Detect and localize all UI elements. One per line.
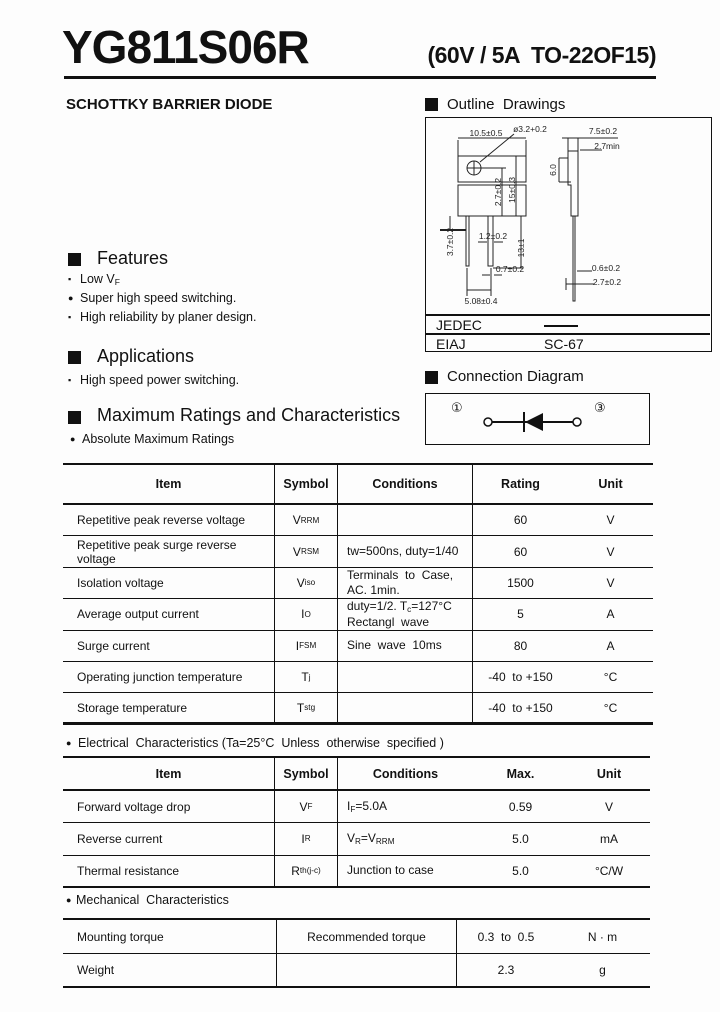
table-cell-unit: A bbox=[568, 599, 653, 630]
table-cell-conditions bbox=[277, 954, 457, 988]
features-section-title: Features bbox=[97, 248, 169, 268]
table-cell-value: 2.3 bbox=[457, 954, 555, 988]
jedec-dash bbox=[544, 325, 578, 327]
dim-label: ø3.2+0.2 bbox=[513, 124, 547, 134]
table-cell-item: Weight bbox=[63, 954, 277, 988]
dim-label: 2.7±0.2 bbox=[493, 177, 503, 207]
table-cell-max: 0.59 bbox=[473, 791, 568, 823]
col-header-unit: Unit bbox=[568, 465, 653, 505]
page-title: YG811S06R bbox=[62, 21, 309, 73]
table-cell-unit: °C/W bbox=[568, 856, 650, 888]
table-cell-conditions: $V_R=V_{RRM}$ bbox=[338, 823, 473, 855]
eiaj-row-divider bbox=[426, 333, 710, 335]
dim-label: 7.5±0.2 bbox=[588, 126, 618, 136]
table-cell-item: Mounting torque bbox=[63, 920, 277, 954]
table-cell-item: Surge current bbox=[63, 631, 275, 662]
jedec-label: JEDEC bbox=[436, 317, 482, 333]
table-cell-value: 0.3 to 0.5 bbox=[457, 920, 555, 954]
eiaj-label: EIAJ bbox=[436, 336, 466, 352]
table-cell-symbol: T j bbox=[275, 662, 338, 693]
table-cell-rating: 60 bbox=[473, 536, 568, 567]
electrical-section-subtitle bbox=[66, 736, 444, 750]
feature-item bbox=[68, 291, 236, 305]
connection-section-title: Connection Diagram bbox=[447, 368, 584, 385]
outline-section-marker-icon bbox=[425, 98, 438, 116]
electrical-title-text: Electrical Characteristics (Ta=25°C Unless otherwise specified ) bbox=[78, 736, 444, 750]
dim-label: 2.7±0.2 bbox=[592, 277, 622, 287]
table-cell-item: Operating junction temperature bbox=[63, 662, 275, 693]
table-cell-rating: 5 bbox=[473, 599, 568, 630]
table-cell-rating: 60 bbox=[473, 505, 568, 536]
features-section-marker-icon bbox=[68, 253, 81, 271]
table-cell-symbol: I FSM bbox=[275, 631, 338, 662]
feature-item bbox=[68, 310, 256, 324]
dim-label: 15±0.3 bbox=[507, 177, 517, 203]
table-cell-conditions bbox=[338, 693, 473, 724]
table-cell-symbol: V RRM bbox=[275, 505, 338, 536]
table-cell-item: Isolation voltage bbox=[63, 568, 275, 599]
application-text: High speed power switching. bbox=[80, 373, 240, 387]
table-cell-item: Storage temperature bbox=[63, 693, 275, 724]
header-rule bbox=[64, 76, 656, 79]
pin-3-label: ③ bbox=[594, 400, 606, 415]
bullet-icon: ● bbox=[66, 895, 72, 905]
table-cell-item: Reverse current bbox=[63, 823, 275, 855]
dim-label: 3.7±0.2 bbox=[445, 227, 455, 257]
dim-label: 13±1 bbox=[516, 238, 526, 258]
connection-section-marker-icon bbox=[425, 371, 438, 389]
col-header-rating: Rating bbox=[473, 465, 568, 505]
applications-section-title: Applications bbox=[97, 346, 195, 366]
col-header-max: Max. bbox=[473, 758, 568, 791]
table-cell-unit: V bbox=[568, 568, 653, 599]
outline-drawings-panel bbox=[425, 117, 712, 352]
bullet-icon: ▪ bbox=[68, 312, 72, 322]
table-cell-conditions: Terminals to Case, AC. 1min. bbox=[338, 568, 473, 599]
table-cell-unit: N · m bbox=[555, 920, 650, 954]
dim-label: 1.2±0.2 bbox=[478, 231, 508, 241]
bullet-icon: ● bbox=[70, 434, 76, 444]
applications-section-marker-icon bbox=[68, 351, 81, 369]
table-cell-item: Average output current bbox=[63, 599, 275, 630]
mechanical-section-subtitle bbox=[66, 893, 229, 907]
device-type-subtitle: SCHOTTKY BARRIER DIODE bbox=[66, 96, 273, 113]
col-header-unit: Unit bbox=[568, 758, 650, 791]
col-header-symbol: Symbol bbox=[275, 758, 338, 791]
pin-1-label: ① bbox=[451, 400, 463, 415]
max-ratings-section-title: Maximum Ratings and Characteristics bbox=[97, 405, 401, 425]
table-cell-conditions: Recommended torque bbox=[277, 920, 457, 954]
table-cell-unit: g bbox=[555, 954, 650, 988]
table-cell-unit: mA bbox=[568, 823, 650, 855]
table-cell-item: Forward voltage drop bbox=[63, 791, 275, 823]
dim-label: 2.7min bbox=[594, 141, 620, 151]
table-cell-symbol: T stg bbox=[275, 693, 338, 724]
col-header-item: Item bbox=[63, 465, 275, 505]
bullet-icon: ● bbox=[66, 738, 72, 748]
table-cell-conditions bbox=[338, 662, 473, 693]
eiaj-value: SC-67 bbox=[544, 336, 584, 352]
part-ratings-summary: (60V / 5A TO-22OF15) bbox=[427, 42, 656, 68]
dim-label: 0.6±0.2 bbox=[591, 263, 621, 273]
feature-text: Super high speed switching. bbox=[80, 291, 237, 305]
abs-max-ratings-subtitle bbox=[70, 432, 234, 446]
dim-label: 5.08±0.4 bbox=[464, 296, 498, 306]
table-cell-max: 5.0 bbox=[473, 823, 568, 855]
table-cell-rating: 80 bbox=[473, 631, 568, 662]
table-cell-unit: A bbox=[568, 631, 653, 662]
table-cell-unit: V bbox=[568, 505, 653, 536]
table-cell-unit: °C bbox=[568, 693, 653, 724]
bullet-icon: ▪ bbox=[68, 375, 72, 385]
feature-text: Low $V_F$ bbox=[80, 272, 120, 287]
table-cell-conditions: duty=1/2. $T_c=127^\circ C$ Rectangl wave bbox=[338, 599, 473, 630]
table-cell-conditions: Sine wave 10ms bbox=[338, 631, 473, 662]
mechanical-title-text: Mechanical Characteristics bbox=[76, 893, 229, 907]
table-cell-conditions: $I_F=5.0A$ bbox=[338, 791, 473, 823]
col-header-item: Item bbox=[63, 758, 275, 791]
subtitle-text: Absolute Maximum Ratings bbox=[82, 432, 235, 446]
col-header-conditions: Conditions bbox=[338, 465, 473, 505]
table-cell-symbol: I R bbox=[275, 823, 338, 855]
max-ratings-table bbox=[63, 463, 653, 725]
table-cell-rating: -40 to +150 bbox=[473, 662, 568, 693]
table-cell-item: Repetitive peak reverse voltage bbox=[63, 505, 275, 536]
table-cell-unit: V bbox=[568, 791, 650, 823]
feature-item bbox=[68, 272, 120, 287]
table-cell-unit: V bbox=[568, 536, 653, 567]
bullet-icon: ▪ bbox=[68, 274, 72, 284]
table-cell-conditions: Junction to case bbox=[338, 856, 473, 888]
table-cell-rating: 1500 bbox=[473, 568, 568, 599]
mechanical-characteristics-table bbox=[63, 918, 650, 988]
table-cell-symbol: V RSM bbox=[275, 536, 338, 567]
table-cell-symbol: V iso bbox=[275, 568, 338, 599]
application-item bbox=[68, 373, 239, 387]
bullet-icon: ● bbox=[68, 293, 74, 303]
table-cell-item: Repetitive peak surge reverse voltage bbox=[63, 536, 275, 567]
col-header-symbol: Symbol bbox=[275, 465, 338, 505]
col-header-conditions: Conditions bbox=[338, 758, 473, 791]
table-cell-symbol: V F bbox=[275, 791, 338, 823]
jedec-row-divider bbox=[426, 314, 710, 316]
dim-label: 10.5±0.5 bbox=[469, 128, 503, 138]
table-cell-unit: °C bbox=[568, 662, 653, 693]
table-cell-conditions bbox=[338, 505, 473, 536]
table-cell-symbol: R th(j-c) bbox=[275, 856, 338, 888]
table-cell-symbol: I O bbox=[275, 599, 338, 630]
electrical-characteristics-table bbox=[63, 756, 650, 888]
outline-section-title: Outline Drawings bbox=[447, 96, 566, 113]
table-cell-conditions: tw=500ns, duty=1/40 bbox=[338, 536, 473, 567]
dim-label: 0.7±0.2 bbox=[495, 264, 525, 274]
connection-diagram-panel bbox=[425, 393, 650, 445]
feature-text: High reliability by planer design. bbox=[80, 310, 257, 324]
table-cell-item: Thermal resistance bbox=[63, 856, 275, 888]
table-cell-max: 5.0 bbox=[473, 856, 568, 888]
table-cell-rating: -40 to +150 bbox=[473, 693, 568, 724]
max-ratings-section-marker-icon bbox=[68, 411, 81, 429]
dim-label: 6.0 bbox=[548, 164, 558, 176]
